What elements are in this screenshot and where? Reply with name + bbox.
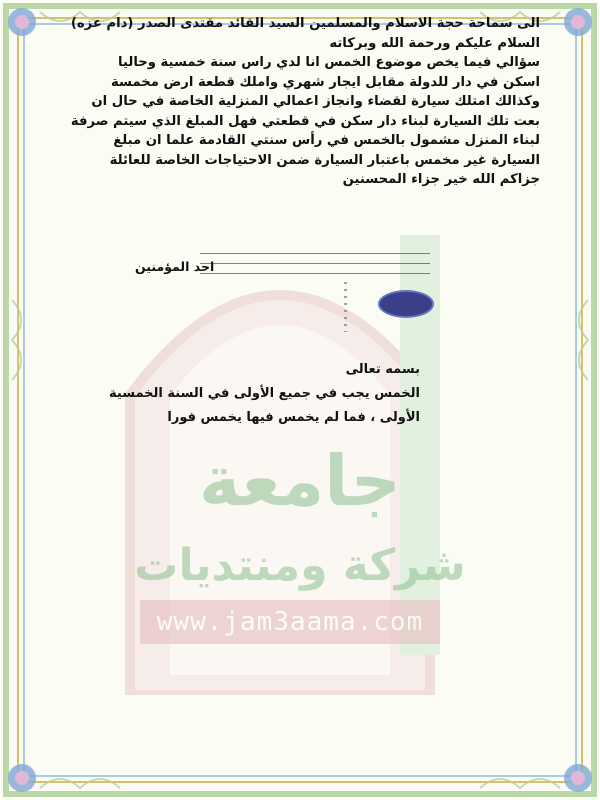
office-stamp [378,290,434,318]
answer-line: الخمس يجب في جميع الأولى في السنة الخمسية [109,386,420,401]
answer-line: الأولى ، فما لم يخمس فيها يخمس فورا [167,410,420,425]
letter-line: لبناء المنزل مشمول بالخمس في رأس سنتي القادمة علما ان مبلغ [113,133,540,148]
watermark-arabic-title: جامعة [198,440,402,522]
letter-line: الى سماحة حجة الاسلام والمسلمين السيد القائد مقتدى الصدر (دام عزه) [70,16,540,31]
question-letter [70,14,540,190]
dotted-divider [344,282,347,332]
letter-line: بعت تلك السيارة لبناء دار سكن في قطعتي فهل المبلغ الذي سيتم صرفة [70,113,540,129]
letter-line: اسكن في دار للدولة مقابل ايجار شهري واملك قطعة ارض مخمسة [111,74,540,90]
signer-name: احد المؤمنين [135,259,215,274]
letter-line: وكذالك امتلك سيارة لقضاء وانجاز اعمالي المنزلية الخاصة في حال ان [91,94,540,109]
watermark-url: www.jam3aama.com [140,600,440,644]
letter-line: السيارة غير مخمس باعتبار السيارة ضمن الاحتياجات الخاصة للعائلة [109,152,540,168]
handwritten-note [200,244,430,282]
letter-line: جزاكم الله خير جزاء المحسنين [342,172,540,187]
watermark-arabic-subtitle: شركة ومنتديات [134,540,466,591]
answer-line: بسمه تعالى [345,362,420,377]
letter-line: السلام عليكم ورحمة الله وبركاته [329,35,540,51]
letter-line: سؤالي فيما يخص موضوع الخمس انا لدي راس سنة خمسية وحاليا [118,55,540,70]
answer-block [20,358,420,430]
